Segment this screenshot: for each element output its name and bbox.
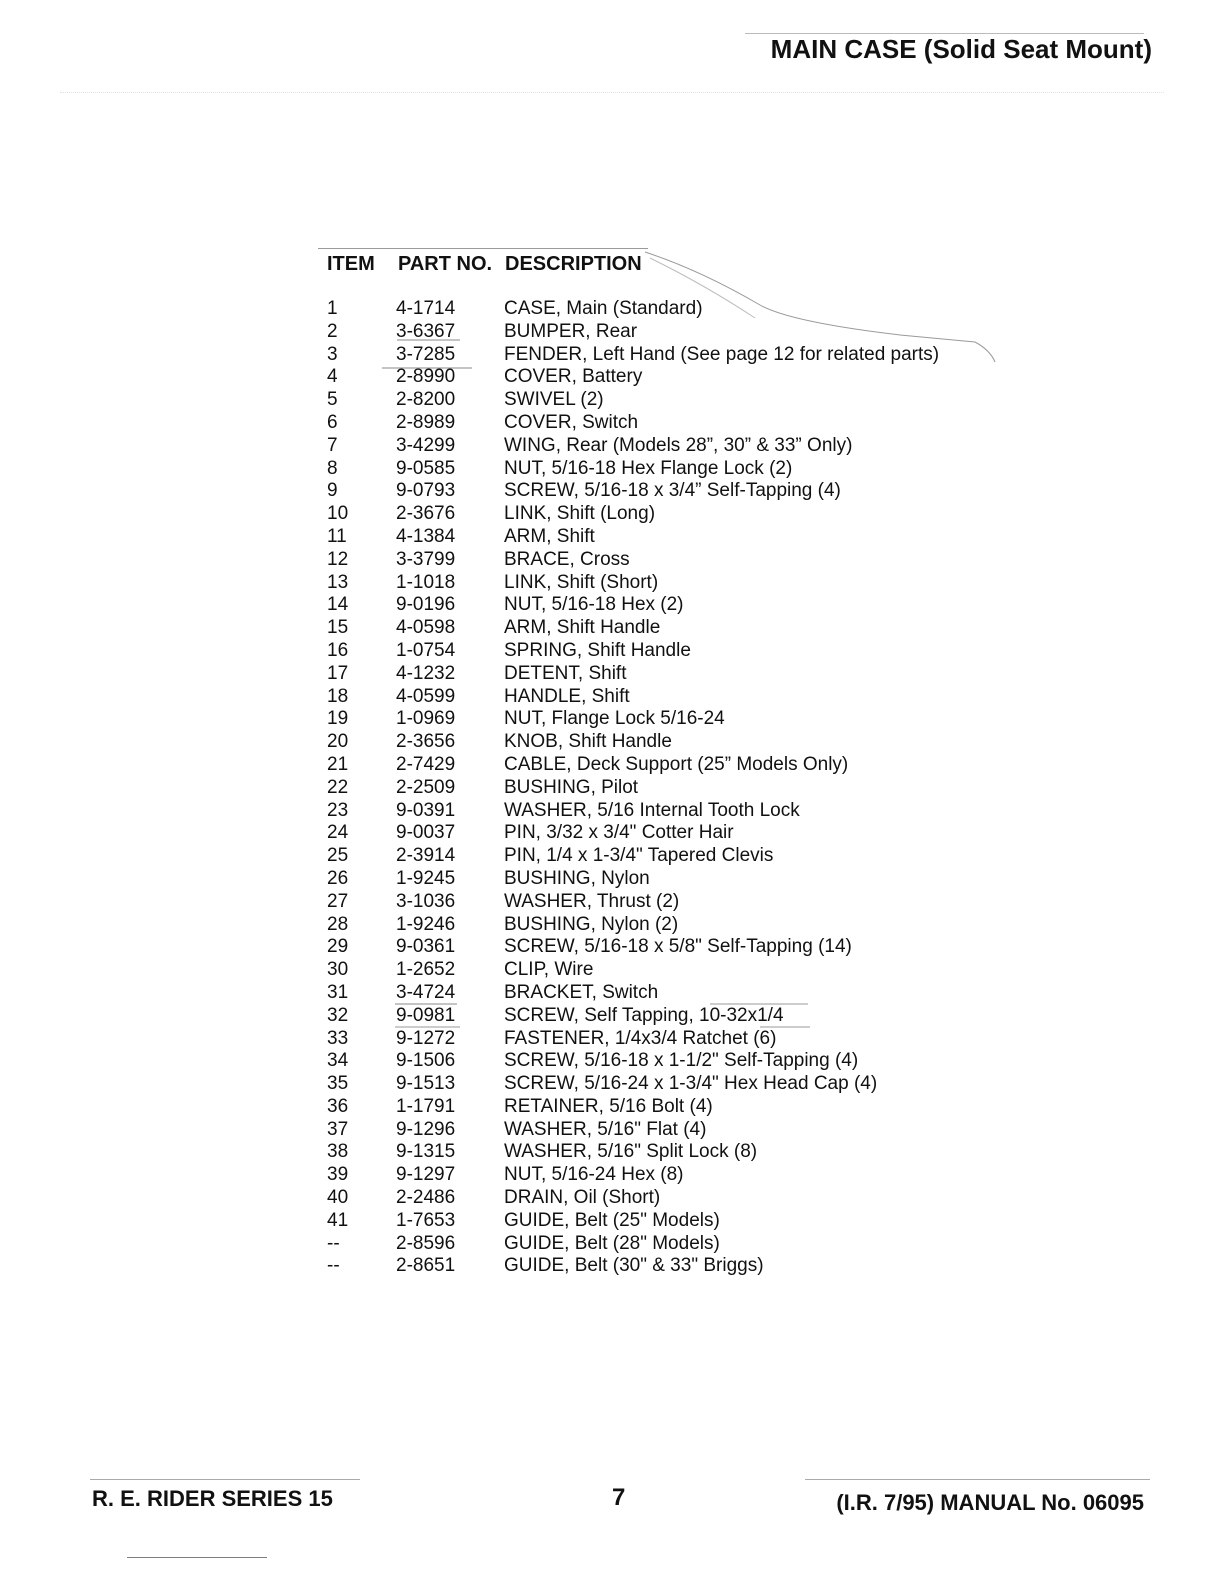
table-row <box>0 1028 1224 1051</box>
description-cell: PIN, 1/4 x 1-3/4" Tapered Clevis <box>504 845 774 867</box>
item-cell: 4 <box>327 366 338 388</box>
part-number-cell: 9-0361 <box>396 936 456 958</box>
item-cell: 29 <box>327 936 349 958</box>
table-row <box>0 480 1224 503</box>
description-cell: CASE, Main (Standard) <box>504 298 703 319</box>
item-cell: 19 <box>327 708 349 730</box>
description-cell: BUSHING, Pilot <box>504 776 639 798</box>
description-cell: COVER, Battery <box>504 366 643 388</box>
table-row <box>0 572 1224 595</box>
table-row <box>0 959 1224 982</box>
description-cell: RETAINER, 5/16 Bolt (4) <box>504 1095 713 1117</box>
part-number-cell: 4-1384 <box>396 525 456 547</box>
description-cell: SCREW, 5/16-18 x 3/4” Self-Tapping (4) <box>504 480 841 502</box>
description-cell: KNOB, Shift Handle <box>504 731 672 753</box>
table-row <box>0 868 1224 891</box>
part-number-cell: 9-1506 <box>396 1050 456 1072</box>
table-row <box>0 845 1224 868</box>
description-cell: DRAIN, Oil (Short) <box>504 1187 661 1209</box>
description-cell: GUIDE, Belt (25" Models) <box>504 1209 720 1231</box>
table-row <box>0 1096 1224 1119</box>
table-row <box>0 1233 1224 1256</box>
table-row <box>0 344 1224 367</box>
table-row <box>0 1073 1224 1096</box>
part-number-cell: 1-0754 <box>396 639 456 661</box>
item-cell: 21 <box>327 753 349 775</box>
description-cell: FENDER, Left Hand (See page 12 for related parts) <box>504 343 940 365</box>
description-cell: CABLE, Deck Support (25” Models Only) <box>504 753 849 775</box>
description-cell: WASHER, Thrust (2) <box>504 890 680 912</box>
table-row <box>0 1119 1224 1142</box>
description-cell: BRACKET, Switch <box>504 981 659 1003</box>
part-number-cell: 2-8989 <box>396 411 456 433</box>
description-cell: BUSHING, Nylon (2) <box>504 913 679 935</box>
table-row <box>0 594 1224 617</box>
table-row <box>0 891 1224 914</box>
item-cell: 39 <box>327 1164 349 1186</box>
part-number-cell: 2-8651 <box>396 1255 456 1277</box>
table-row <box>0 663 1224 686</box>
table-row <box>0 617 1224 640</box>
part-number-cell: 2-2509 <box>396 776 456 798</box>
table-row <box>0 822 1224 845</box>
column-header-item: ITEM <box>327 253 375 275</box>
description-cell: SPRING, Shift Handle <box>504 639 691 661</box>
part-number-cell: 3-3799 <box>396 548 456 570</box>
page-title: MAIN CASE (Solid Seat Mount) <box>770 34 1152 64</box>
part-number-cell: 2-3914 <box>396 845 456 867</box>
item-cell: 32 <box>327 1004 349 1026</box>
table-top-rule <box>318 248 648 249</box>
part-number-cell: 3-4299 <box>396 434 456 456</box>
table-row <box>0 503 1224 526</box>
table-row <box>0 1050 1224 1073</box>
page-number: 7 <box>612 1484 626 1511</box>
table-row <box>0 800 1224 823</box>
part-number-cell: 2-3656 <box>396 731 456 753</box>
part-number-cell: 1-7653 <box>396 1209 456 1231</box>
item-cell: 30 <box>327 959 349 981</box>
item-cell: 41 <box>327 1209 349 1231</box>
description-cell: BUMPER, Rear <box>504 320 638 342</box>
part-number-cell: 3-6367 <box>396 320 456 342</box>
table-row <box>0 640 1224 663</box>
item-cell: 38 <box>327 1141 349 1163</box>
footer-series: R. E. RIDER SERIES 15 <box>92 1486 333 1511</box>
part-number-cell: 2-8596 <box>396 1232 456 1254</box>
table-row <box>0 298 1224 321</box>
item-cell: 3 <box>327 343 338 365</box>
item-cell: 37 <box>327 1118 349 1140</box>
item-cell: 12 <box>327 548 349 570</box>
item-cell: 22 <box>327 776 349 798</box>
footer-rule-right <box>805 1479 1150 1480</box>
description-cell: ARM, Shift <box>504 525 595 547</box>
table-row <box>0 1255 1224 1278</box>
part-number-cell: 2-8990 <box>396 366 456 388</box>
footer-manual-number: (I.R. 7/95) MANUAL No. 06095 <box>836 1490 1144 1515</box>
part-number-cell: 4-0599 <box>396 685 456 707</box>
description-cell: GUIDE, Belt (30" & 33" Briggs) <box>504 1255 764 1277</box>
header-divider <box>60 92 1164 93</box>
part-number-cell: 9-0037 <box>396 822 456 844</box>
description-cell: FASTENER, 1/4x3/4 Ratchet (6) <box>504 1027 777 1049</box>
item-cell: -- <box>327 1255 340 1277</box>
part-number-cell: 2-2486 <box>396 1187 456 1209</box>
part-number-cell: 2-8200 <box>396 389 456 411</box>
description-cell: WING, Rear (Models 28”, 30” & 33” Only) <box>504 434 853 456</box>
description-cell: NUT, 5/16-18 Hex (2) <box>504 594 684 616</box>
part-number-cell: 9-1315 <box>396 1141 456 1163</box>
description-cell: WASHER, 5/16" Flat (4) <box>504 1118 707 1140</box>
table-row <box>0 777 1224 800</box>
item-cell: 1 <box>327 298 338 319</box>
item-cell: 16 <box>327 639 349 661</box>
part-number-cell: 2-7429 <box>396 753 456 775</box>
part-number-cell: 9-1513 <box>396 1073 456 1095</box>
item-cell: 5 <box>327 389 338 411</box>
part-number-cell: 9-1297 <box>396 1164 456 1186</box>
part-number-cell: 1-2652 <box>396 959 456 981</box>
part-number-cell: 2-3676 <box>396 503 456 525</box>
item-cell: 35 <box>327 1073 349 1095</box>
part-number-cell: 9-1296 <box>396 1118 456 1140</box>
part-number-cell: 3-1036 <box>396 890 456 912</box>
table-row <box>0 686 1224 709</box>
description-cell: NUT, Flange Lock 5/16-24 <box>504 708 725 730</box>
table-row <box>0 1005 1224 1028</box>
table-row <box>0 435 1224 458</box>
table-row <box>0 321 1224 344</box>
table-row <box>0 982 1224 1005</box>
part-number-cell: 1-9246 <box>396 913 456 935</box>
part-number-cell: 9-0793 <box>396 480 456 502</box>
description-cell: DETENT, Shift <box>504 662 627 684</box>
table-header-row <box>0 251 1224 277</box>
description-cell: PIN, 3/32 x 3/4" Cotter Hair <box>504 822 734 844</box>
part-number-cell: 1-9245 <box>396 867 456 889</box>
item-cell: 14 <box>327 594 349 616</box>
item-cell: 7 <box>327 434 338 456</box>
part-number-cell: 9-1272 <box>396 1027 456 1049</box>
item-cell: 40 <box>327 1187 349 1209</box>
item-cell: 8 <box>327 457 338 479</box>
part-number-cell: 1-0969 <box>396 708 456 730</box>
table-row <box>0 936 1224 959</box>
table-row <box>0 526 1224 549</box>
item-cell: 9 <box>327 480 338 502</box>
table-row <box>0 731 1224 754</box>
description-cell: LINK, Shift (Short) <box>504 571 659 593</box>
item-cell: 13 <box>327 571 349 593</box>
item-cell: 24 <box>327 822 349 844</box>
table-row <box>0 1164 1224 1187</box>
table-row <box>0 366 1224 389</box>
table-row <box>0 549 1224 572</box>
item-cell: 36 <box>327 1095 349 1117</box>
item-cell: 31 <box>327 981 349 1003</box>
description-cell: SCREW, 5/16-24 x 1-3/4" Hex Head Cap (4) <box>504 1073 878 1095</box>
part-number-cell: 4-1714 <box>396 298 456 319</box>
item-cell: 27 <box>327 890 349 912</box>
part-number-cell: 9-0196 <box>396 594 456 616</box>
item-cell: 33 <box>327 1027 349 1049</box>
table-row <box>0 914 1224 937</box>
item-cell: 18 <box>327 685 349 707</box>
description-cell: LINK, Shift (Long) <box>504 503 656 525</box>
footer-rule-left <box>90 1479 360 1480</box>
item-cell: 20 <box>327 731 349 753</box>
part-number-cell: 3-4724 <box>396 981 456 1003</box>
item-cell: 25 <box>327 845 349 867</box>
item-cell: 23 <box>327 799 349 821</box>
description-cell: GUIDE, Belt (28" Models) <box>504 1232 720 1254</box>
part-number-cell: 4-0598 <box>396 617 456 639</box>
description-cell: BUSHING, Nylon <box>504 867 650 889</box>
item-cell: 17 <box>327 662 349 684</box>
scan-underline <box>127 1557 267 1558</box>
part-number-cell: 9-0981 <box>396 1004 456 1026</box>
part-number-cell: 9-0585 <box>396 457 456 479</box>
item-cell: 6 <box>327 411 338 433</box>
item-cell: 28 <box>327 913 349 935</box>
column-header-description: DESCRIPTION <box>505 253 642 275</box>
description-cell: BRACE, Cross <box>504 548 630 570</box>
table-row <box>0 1187 1224 1210</box>
part-number-cell: 4-1232 <box>396 662 456 684</box>
description-cell: SCREW, 5/16-18 x 1-1/2" Self-Tapping (4) <box>504 1050 859 1072</box>
description-cell: SWIVEL (2) <box>504 389 604 411</box>
table-row <box>0 708 1224 731</box>
parts-table-body <box>0 298 1224 1278</box>
description-cell: NUT, 5/16-18 Hex Flange Lock (2) <box>504 457 793 479</box>
item-cell: 2 <box>327 320 338 342</box>
item-cell: 34 <box>327 1050 349 1072</box>
description-cell: SCREW, 5/16-18 x 5/8" Self-Tapping (14) <box>504 936 852 958</box>
part-number-cell: 3-7285 <box>396 343 456 365</box>
item-cell: 10 <box>327 503 349 525</box>
item-cell: 15 <box>327 617 349 639</box>
item-cell: 11 <box>327 525 347 547</box>
table-row <box>0 754 1224 777</box>
table-row <box>0 1141 1224 1164</box>
description-cell: CLIP, Wire <box>504 959 594 981</box>
column-header-part-no: PART NO. <box>398 253 493 275</box>
description-cell: NUT, 5/16-24 Hex (8) <box>504 1164 684 1186</box>
description-cell: WASHER, 5/16 Internal Tooth Lock <box>504 799 800 821</box>
table-row <box>0 1210 1224 1233</box>
description-cell: WASHER, 5/16" Split Lock (8) <box>504 1141 758 1163</box>
table-row <box>0 412 1224 435</box>
part-number-cell: 9-0391 <box>396 799 456 821</box>
table-row <box>0 389 1224 412</box>
description-cell: COVER, Switch <box>504 411 639 433</box>
part-number-cell: 1-1791 <box>396 1095 456 1117</box>
item-cell: 26 <box>327 867 349 889</box>
description-cell: SCREW, Self Tapping, 10-32x1/4 <box>504 1004 784 1026</box>
table-row <box>0 458 1224 481</box>
item-cell: -- <box>327 1232 340 1254</box>
description-cell: ARM, Shift Handle <box>504 617 661 639</box>
part-number-cell: 1-1018 <box>396 571 456 593</box>
description-cell: HANDLE, Shift <box>504 685 630 707</box>
